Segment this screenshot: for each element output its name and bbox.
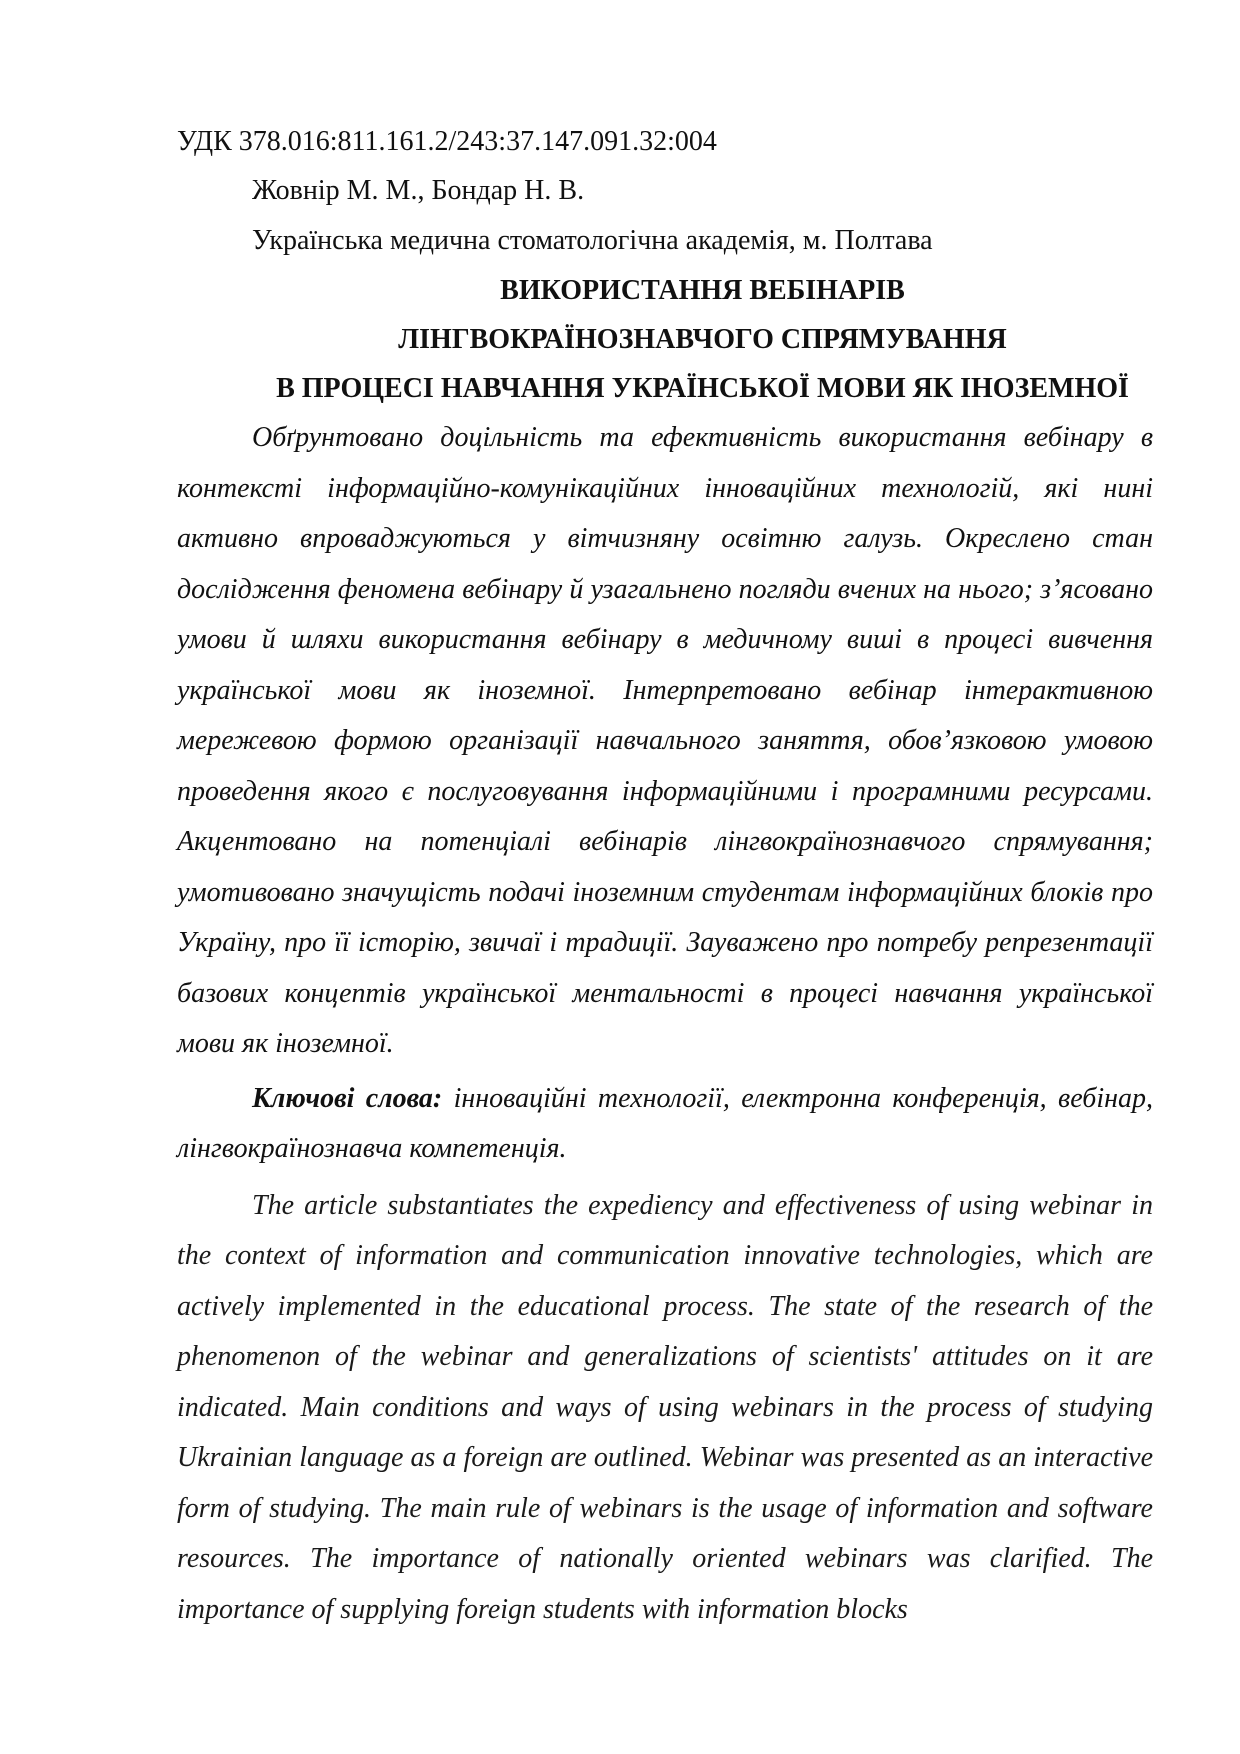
article-title: [177, 266, 1153, 413]
keywords-text: інноваційні технології, електронна конференція, вебінар, лінгвокраїнознавча компетенція.: [177, 1082, 1154, 1164]
udc-code: УДК 378.016:811.161.2/243:37.147.091.32:004: [177, 126, 717, 157]
title-line-2: ЛІНГВОКРАЇНОЗНАВЧОГО СПРЯМУВАННЯ: [398, 324, 1007, 355]
article-body: [177, 118, 1153, 1635]
affiliation: Українська медична стоматологічна академія, м. Полтава: [252, 225, 933, 256]
abstract-ukrainian: Обґрунтовано доцільність та ефективність використання вебінару в контексті інформаційно-комунікаційних інноваційних технологій, які нині активно впроваджуються у вітчизняну освітню галузь. Окреслено стан дослідження феномена вебінару й узагальнено погляди вчених на нього; з’ясовано умови й шляхи використання вебінару в медичному виші в процесі вивчення української мови як іноземної. Інтерпретовано вебінар інтерактивною мережевою формою організації навчального заняття, обов’язковою умовою проведення якого є послуговування інформаційними і програмними ресурсами. Акцентовано на потенціалі вебінарів лінгвокраїнознавчого спрямування; умотивовано значущість подачі іноземним студентам інформаційних блоків про Україну, про її історію, звичаї і традиції. Зауважено про потребу репрезентації базових концептів української ментальності в процесі навчання української мови як іноземної.: [177, 422, 1153, 1059]
title-line-3: В ПРОЦЕСІ НАВЧАННЯ УКРАЇНСЬКОЇ МОВИ ЯК ІНОЗЕМНОЇ: [276, 373, 1129, 404]
title-line-1: ВИКОРИСТАННЯ ВЕБІНАРІВ: [500, 275, 905, 306]
keywords-label: Ключові слова:: [252, 1082, 443, 1114]
authors: Жовнір М. М., Бондар Н. В.: [252, 175, 585, 206]
keywords: [177, 1074, 1153, 1175]
abstract-english: The article substantiates the expediency and effectiveness of using webinar in the context of information and communication innovative technologies, which are actively implemented in the educational process. The state of the research of the phenomenon of the webinar and generalizations of scientists' attitudes on it are indicated. Main conditions and ways of using webinars in the process of studying Ukrainian language as a foreign are outlined. Webinar was presented as an interactive form of studying. The main rule of webinars is the usage of information and software resources. The importance of nationally oriented webinars was clarified. The importance of supplying foreign students with information blocks: [177, 1189, 1153, 1625]
